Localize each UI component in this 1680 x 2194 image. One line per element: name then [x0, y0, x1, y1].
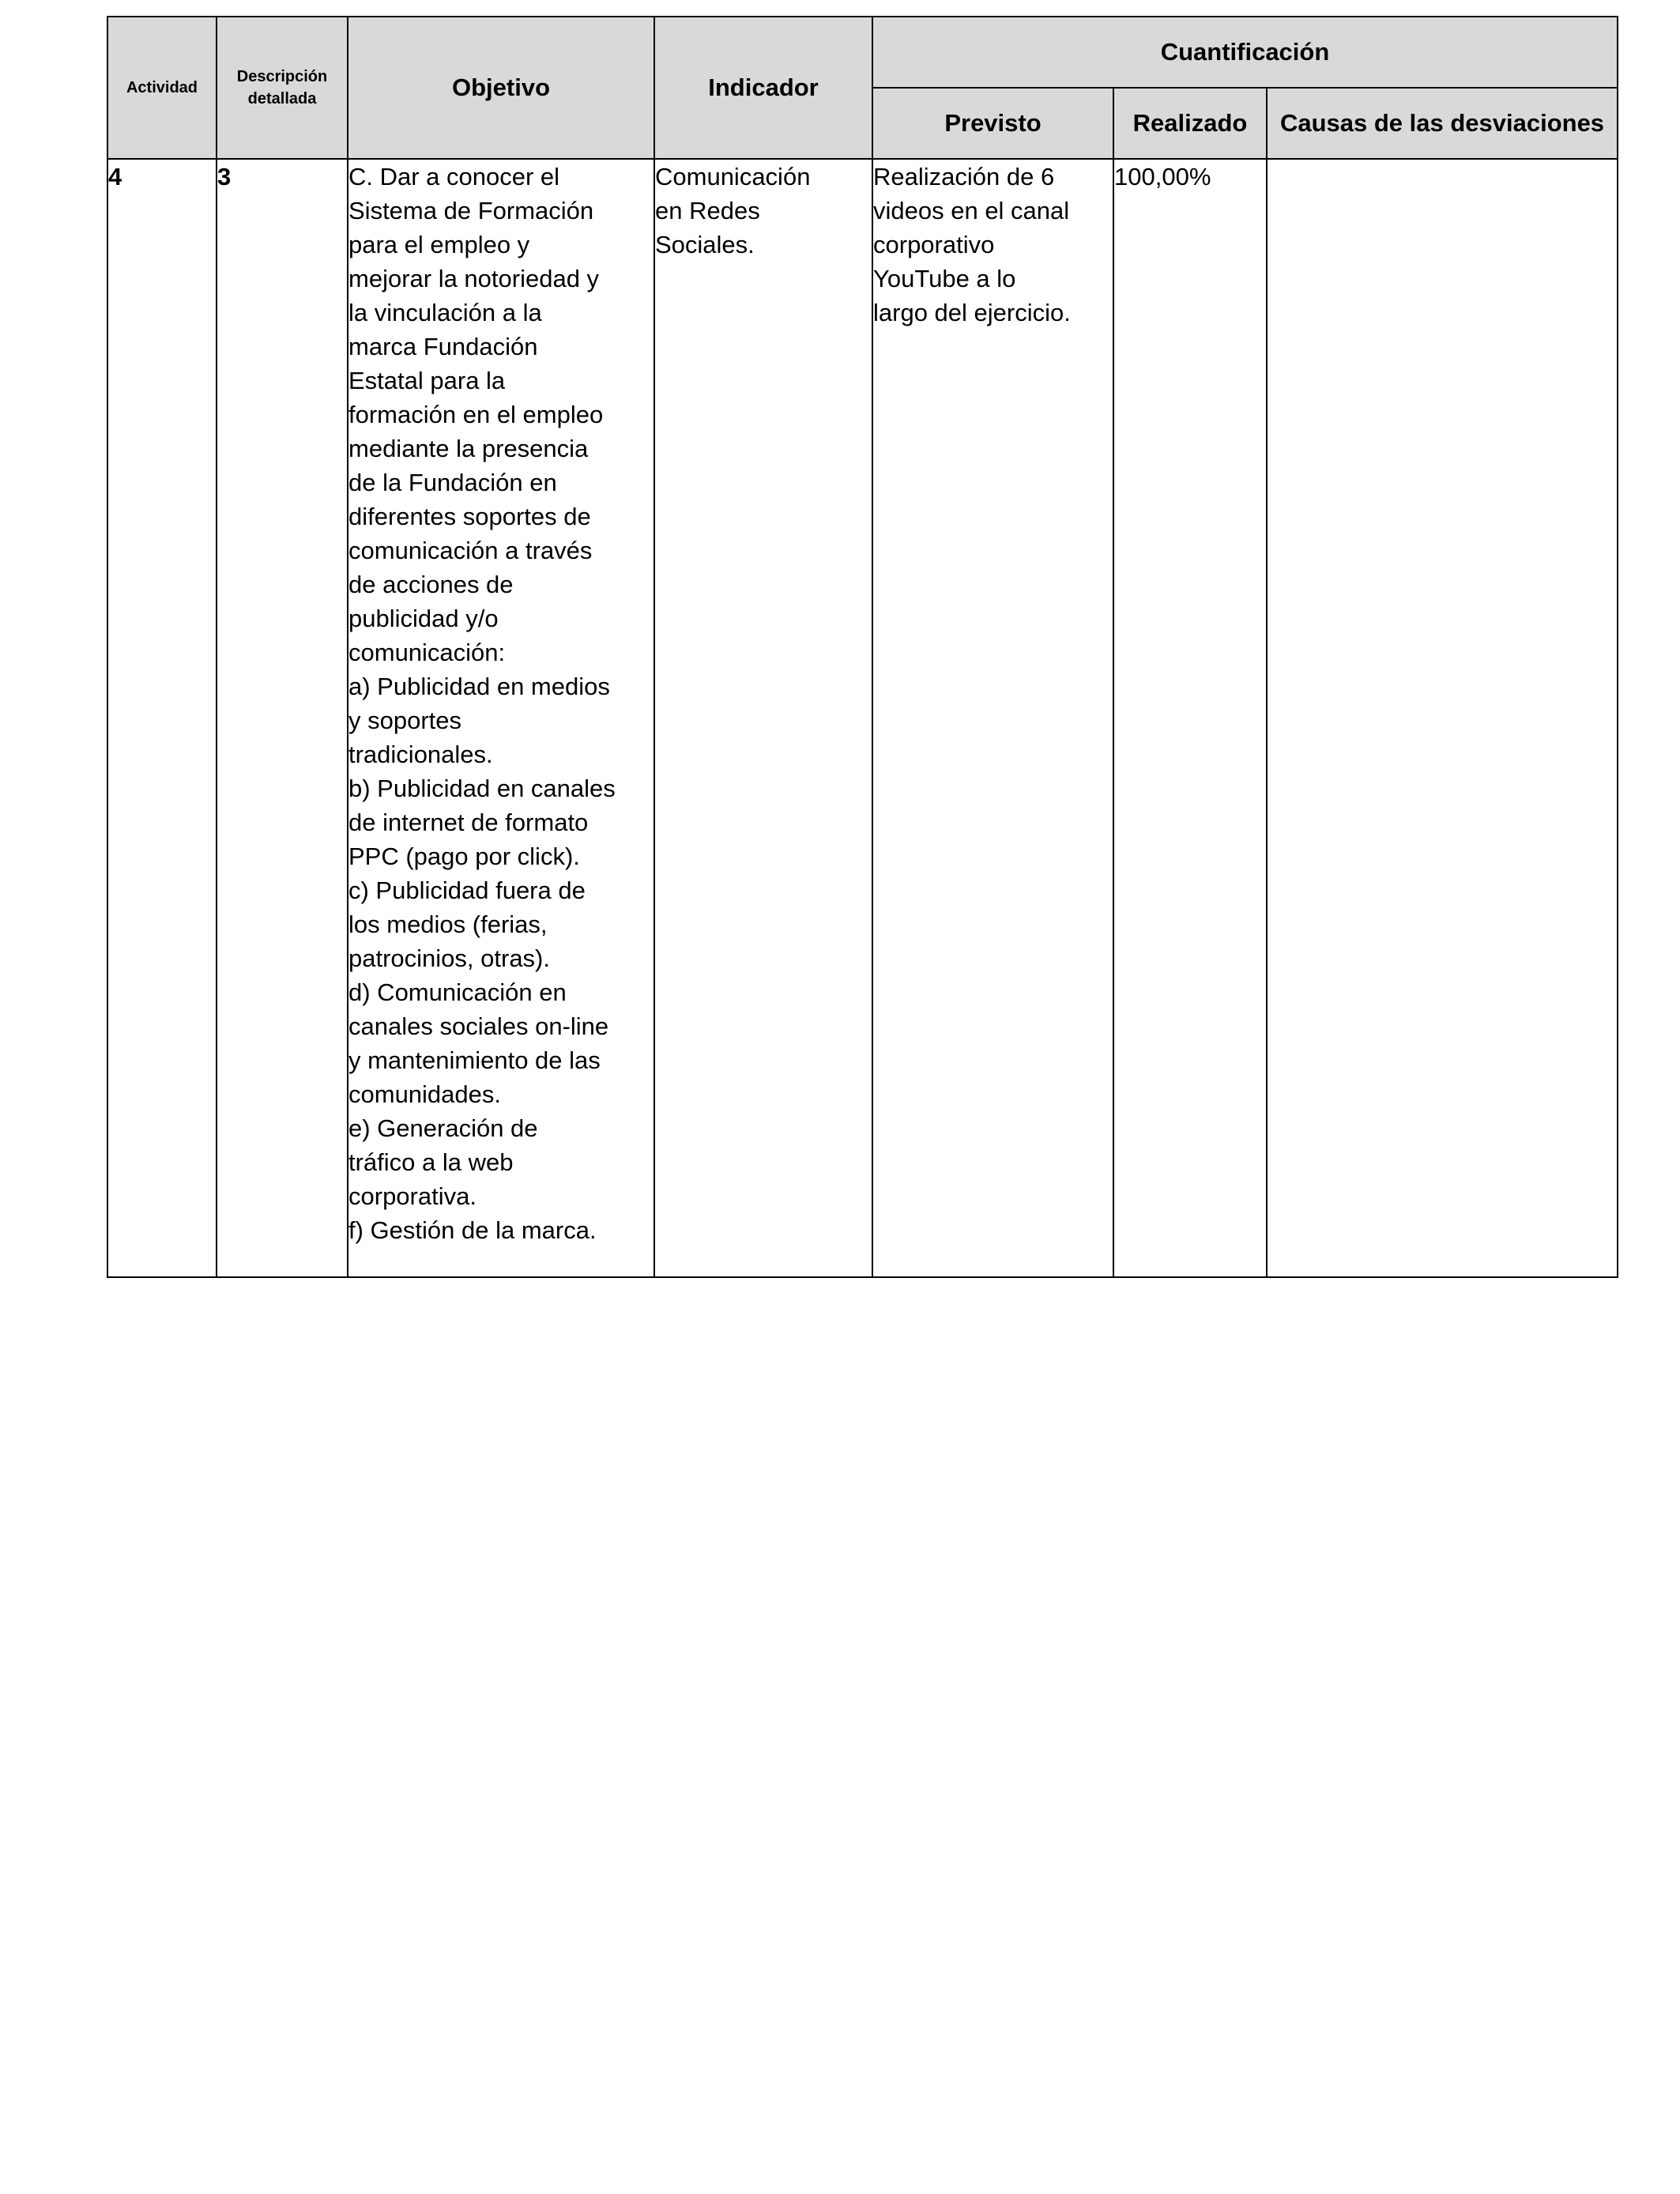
objetivo-line: y soportes: [348, 707, 462, 734]
header-actividad-label: Actividad: [126, 79, 198, 96]
objetivo-line: de acciones de: [348, 571, 514, 598]
objetivo-line: b) Publicidad en canales: [348, 775, 616, 802]
objetivo-line: de internet de formato: [348, 809, 589, 836]
objetivo-line: comunicación:: [348, 639, 506, 666]
objetivo-line: c) Publicidad fuera de: [348, 876, 586, 904]
objetivo-line: para el empleo y: [348, 231, 530, 258]
descripcion-value: 3: [217, 163, 232, 190]
objetivo-line: los medios (ferias,: [348, 910, 548, 938]
objetivo-line: corporativa.: [348, 1182, 477, 1210]
header-causas-label: Causas de las desviaciones: [1279, 109, 1605, 137]
objetivo-line: mejorar la notoriedad y: [348, 265, 600, 292]
objetivo-line: formación en el empleo: [348, 401, 604, 428]
previsto-line: Realización de 6: [873, 163, 1055, 190]
objetivo-line: publicidad y/o: [348, 605, 499, 632]
objetivo-line: marca Fundación: [348, 333, 538, 360]
cell-causas: [1267, 159, 1618, 1277]
objetivo-line: PPC (pago por click).: [348, 843, 580, 870]
header-descripcion-line-2: detallada: [247, 90, 317, 107]
indicador-line: en Redes: [655, 197, 760, 224]
header-descripcion-line-1: Descripción: [236, 68, 328, 85]
header-realizado-label: Realizado: [1132, 109, 1248, 137]
objetivo-line: comunicación a través: [348, 537, 593, 564]
header-previsto-label: Previsto: [944, 109, 1042, 137]
previsto-line: videos en el canal: [873, 197, 1070, 224]
header-row-top: [107, 17, 1618, 88]
header-previsto: [872, 88, 1113, 159]
realizado-value: 100,00%: [1114, 163, 1211, 190]
cell-objetivo: [348, 159, 654, 1277]
previsto-line: YouTube a lo: [873, 265, 1016, 292]
objetivo-line: la vinculación a la: [348, 299, 542, 326]
objetivo-line: y mantenimiento de las: [348, 1046, 601, 1074]
cell-actividad: [107, 159, 217, 1277]
objetivo-line: Estatal para la: [348, 367, 506, 394]
objetivo-line: patrocinios, otras).: [348, 944, 550, 972]
header-objetivo-label: Objetivo: [451, 74, 550, 101]
cell-descripcion: [217, 159, 348, 1277]
objetivo-line: a) Publicidad en medios: [348, 673, 610, 700]
previsto-line: corporativo: [873, 231, 995, 258]
cell-indicador: [654, 159, 872, 1277]
objetivo-line: C. Dar a conocer el: [348, 163, 560, 190]
header-indicador-label: Indicador: [708, 74, 819, 101]
previsto-line: largo del ejercicio.: [873, 299, 1071, 326]
objetivo-line: e) Generación de: [348, 1114, 538, 1142]
objetivo-line: comunidades.: [348, 1080, 502, 1108]
objetivo-line: mediante la presencia: [348, 435, 589, 462]
objetivo-line: d) Comunicación en: [348, 978, 567, 1006]
header-causas: [1267, 88, 1618, 159]
indicador-line: Comunicación: [655, 163, 811, 190]
objetivo-line: tráfico a la web: [348, 1148, 514, 1176]
header-descripcion: [217, 17, 348, 159]
header-cuantificacion: [872, 17, 1618, 88]
header-cuantificacion-label: Cuantificación: [1160, 38, 1330, 66]
actividad-value: 4: [108, 163, 122, 190]
objetivo-line: f) Gestión de la marca.: [348, 1216, 597, 1244]
header-actividad: [107, 17, 217, 159]
activity-table: [107, 16, 1618, 1278]
objetivo-line: tradicionales.: [348, 741, 493, 768]
header-realizado: [1113, 88, 1267, 159]
header-objetivo: [348, 17, 654, 159]
objetivo-line: canales sociales on-line: [348, 1012, 609, 1040]
objetivo-line: Sistema de Formación: [348, 197, 594, 224]
objetivo-line: de la Fundación en: [348, 469, 557, 496]
indicador-line: Sociales.: [655, 231, 755, 258]
header-indicador: [654, 17, 872, 159]
cell-previsto: [872, 159, 1113, 1277]
cell-realizado: [1113, 159, 1267, 1277]
objetivo-line: diferentes soportes de: [348, 503, 591, 530]
table-row: [107, 159, 1618, 1277]
